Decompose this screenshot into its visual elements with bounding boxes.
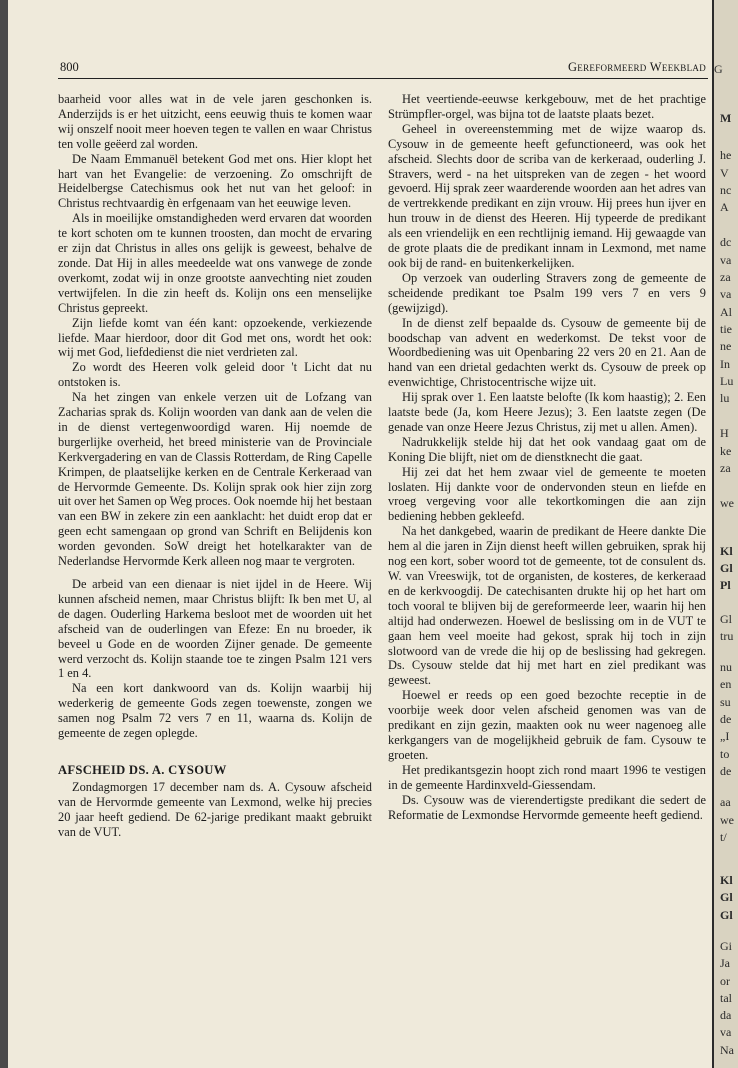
fragment: su <box>720 694 731 709</box>
fragment: za <box>720 461 731 476</box>
fragment: en <box>720 677 732 692</box>
fragment: Ja <box>720 956 730 971</box>
fragment: nu <box>720 660 732 675</box>
fragment: Gl <box>720 907 733 922</box>
paragraph: Na het zingen van enkele verzen uit de Lofzang van Zacharias sprak ds. Kolijn woorden van dank aan de velen die in de dienst vertegenwoordigd waren. Hij noemde de burgerlijke overheid, het breed ministerie van de Provinciale Kerkvergadering en van de Classis Rotterdam, de Ring Capelle Krimpen, de plaatselijke kerken en de Centrale Kerkeraad van de Hervormde Gemeente. Ds. Kolijn sprak ook hier zijn zorg uit over het Samen op Weg proces. Ook noemde hij het bestaan van een BW in zekere zin een aanklacht: het duidt erop dat er geen echt samengaan op grond van Schrift en Belijdenis kon worden gevonden. SoW dreigt het hotelkarakter van de Nederlandse Hervormde Kerk alleen nog maar te vergroten. <box>58 390 372 569</box>
fragment: Pl <box>720 578 731 593</box>
page-header <box>58 58 708 79</box>
paragraph: Na het dankgebed, waarin de predikant de Heere dankte Die hem al die jaren in Zijn dienst heeft willen gebruiken, sprak hij nog een kort, sober woord tot de gemeente, tot de consulent ds. W. van Vreeswijk, tot de organisten, de kosteres, de kerkeraad en de kerkvoogdij. De catechisanten drukte hij op het hart om toch vooral te blijven bij de gereformeerde leer, waarin hij hen altijd had onderwezen. Hoewel de beslissing om in de VUT te gaan hem veel moeite had gekost, sprak hij toch in zijn slotwoord van de vrede die hij op de beslissing had gekregen. Ds. Cysouw stelde dat hij met hart en ziel predikant was geweest. <box>388 524 706 688</box>
fragment: tie <box>720 321 732 336</box>
fragment: va <box>720 252 732 267</box>
paragraph: Nadrukkelijk stelde hij dat het ook vandaag gaat om de Koning Die blijft, niet om de dienstknecht die gaat. <box>388 434 706 464</box>
fragment: we <box>720 496 734 511</box>
paragraph: Ds. Cysouw was de vierendertigste predikant die sedert de Reformatie de Lexmondse Hervormde gemeente heeft gediend. <box>388 792 706 822</box>
fragment: A <box>720 200 729 215</box>
fragment: Na <box>720 1042 734 1057</box>
fragment: de <box>720 763 732 778</box>
paragraph: In de dienst zelf bepaalde ds. Cysouw de gemeente bij de boodschap van advent en wederkomst. De tekst voor de Woordbediening was uit Openbaring 22 vers 20 en 21. Aan de hand van een drietal gedachten werkt ds. Cysouw de preek op evenwichtige, Christocentrische wijze uit. <box>388 315 706 390</box>
adjacent-page-edge <box>712 0 738 1068</box>
fragment: t/ <box>720 829 727 844</box>
fragment: M <box>720 111 732 125</box>
paragraph: Als in moeilijke omstandigheden werd ervaren dat woorden te kort schoten om te kunnen troosten, dan mocht de ervaring er zijn dat Christus in alles ons gelijk is geweest, behalve de zonde. Dat Hij in alles meedeelde wat ons vanwege de zonde overkomt, zodat wij in onze grootste aanvechting niet zouden vertwijfelen. In die zin heeft ds. Kolijn ons een menselijke Christus gepreekt. <box>58 211 372 315</box>
paragraph: Hoewel er reeds op een goed bezochte receptie in de voorbije week door velen afscheid genomen was van de predikant en zijn gezin, maakten ook nu weer nagenoeg alle kerkgangers van de mogelijkheid gebruik de fam. Cysouw te groeten. <box>388 688 706 762</box>
fragment: tal <box>720 990 732 1005</box>
running-head: Gereformeerd Weekblad <box>567 60 706 74</box>
page-number: 800 <box>60 60 79 74</box>
fragment: V <box>720 165 729 180</box>
fragment: Gl <box>720 890 733 905</box>
paragraph: Het veertiende-eeuwse kerkgebouw, met de het prachtige Strümpfler-orgel, was bijna tot de laatste plaats bezet. <box>388 92 706 121</box>
fragment: za <box>720 270 731 285</box>
fragment: he <box>720 148 732 163</box>
fragment: In <box>720 356 730 371</box>
fragment: de <box>720 712 732 727</box>
paragraph: Hij sprak over 1. Een laatste belofte (Ik kom haastig); 2. Een laatste bede (Ja, kom Heere Jezus); 3. Een laatste zegen (De genade van onze Heere Jezus Christus, zij met u allen. Amen). <box>388 390 706 434</box>
right-column <box>388 92 706 822</box>
paragraph: Geheel in overeenstemming met de wijze waarop ds. Cysouw in de gemeente heeft gefunctioneerd, was ook het afscheid. Slechts door de scriba van de kerkeraad, ouderling J. Stravers, werd - na het uitspreken van de zegen - het woord gevoerd. Hij sprak zeer waarderende woorden aan het adres van de vertrekkende predikant en zijn vrouw. Hij prees hun ijver en hun trouw in de dienst des Heeren. Hij typeerde de predikant als een vriendelijk en een rechtlijnig iemand. Hij gewaagde van de grote plaats die de predikant innam in Lexmond, met name ook bij de rand- en buitenkerkelijken. <box>388 121 706 270</box>
fragment: Kl <box>720 873 733 888</box>
paragraph: Hij zei dat het hem zwaar viel de gemeente te moeten loslaten. Hij dankte voor de ondervonden steun en liefde en vroeg vergeving voor alle tekortkomingen die aan zijn bediening hebben gekleefd. <box>388 464 706 524</box>
fragment: Lu <box>720 373 734 388</box>
adjacent-page-fragments <box>720 92 738 1059</box>
fragment: H <box>720 426 729 441</box>
fragment: tru <box>720 628 734 643</box>
fragment: „I <box>720 729 730 744</box>
fragment: dc <box>720 235 732 250</box>
paragraph: Na een kort dankwoord van ds. Kolijn waarbij hij wederkerig de gemeente Gods zegen toewenste, zongen we samen nog Psalm 72 vers 7 en 11, waarna ds. Kolijn de gemeente de zegen oplegde. <box>58 681 372 741</box>
fragment: Al <box>720 304 732 319</box>
paragraph: Zondagmorgen 17 december nam ds. A. Cysouw afscheid van de Hervormde gemeente van Lexmond, welke hij precies 20 jaar heeft gediend. De 62-jarige predikant maakt gebruikt van de VUT. <box>58 779 372 839</box>
fragment: Gi <box>720 938 732 953</box>
fragment: to <box>720 746 730 761</box>
paragraph: De Naam Emmanuël betekent God met ons. Hier klopt het hart van het Evangelie: de verzoening. Zo omschrijft de Heidelbergse Catechismus ook het nut van het geloof: in Christus rechtvaardig èn erfgenaam van het eeuwige leven. <box>58 151 372 211</box>
left-column <box>58 92 372 840</box>
fragment: Kl <box>720 543 733 558</box>
paragraph: Op verzoek van ouderling Stravers zong de gemeente de scheidende predikant toe Psalm 199 vers 7 en vers 9 (gewijzigd). <box>388 270 706 315</box>
fragment: ne <box>720 339 732 354</box>
fragment: nc <box>720 182 732 197</box>
paragraph: baarheid voor alles wat in de vele jaren geschonken is. Anderzijds is er het uitzicht, eens eeuwig thuis te komen waar wij onszelf nooit meer hoeven tegen te vallen en waar Christus ten volle geëerd zal worden. <box>58 92 372 151</box>
paragraph: Zijn liefde komt van één kant: opzoekende, verkiezende liefde. Maar hierdoor, door dit God met ons, wordt het ook: wij met God, liefdedienst die niet verdrieten zal. <box>58 315 372 360</box>
fragment: we <box>720 812 734 827</box>
adjacent-page-header: G <box>714 62 723 76</box>
fragment: da <box>720 1008 732 1023</box>
fragment: va <box>720 287 732 302</box>
section-heading: AFSCHEID DS. A. CYSOUW <box>58 762 227 777</box>
fragment: or <box>720 973 730 988</box>
fragment: va <box>720 1025 732 1040</box>
paragraph: De arbeid van een dienaar is niet ijdel in de Heere. Wij kunnen afscheid nemen, maar Christus blijft: Ik ben met U, al de dagen. Ouderling Harkema besloot met de woorden uit het afscheid van de ouderlingen van Efeze: En nu broeder, ik beveel u Gode en de woorden Zijner genade. De gemeente werd verzocht ds. Kolijn staande toe te zingen Psalm 121 vers 1 en 4. <box>58 577 372 681</box>
fragment: ke <box>720 443 732 458</box>
fragment: aa <box>720 795 731 810</box>
paragraph: Het predikantsgezin hoopt zich rond maart 1996 te vestigen in de gemeente Hardinxveld-Giessendam. <box>388 762 706 792</box>
fragment: Gl <box>720 560 733 575</box>
paragraph: Zo wordt des Heeren volk geleid door 't Licht dat nu ontstoken is. <box>58 360 372 390</box>
fragment: Gl <box>720 611 732 626</box>
fragment: lu <box>720 391 730 406</box>
